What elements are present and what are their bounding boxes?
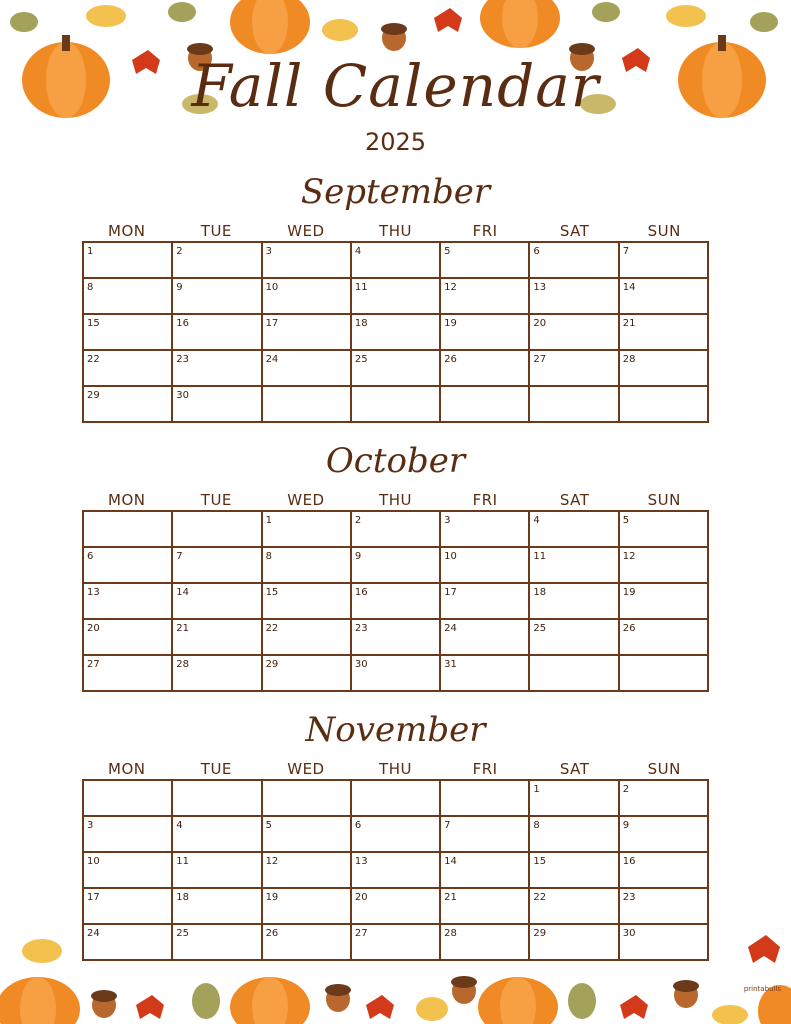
day-cell bbox=[441, 853, 530, 889]
day-number: 11 bbox=[533, 551, 547, 562]
day-cell bbox=[263, 853, 352, 889]
day-number: 29 bbox=[265, 659, 279, 670]
day-cell bbox=[173, 620, 262, 656]
day-number: 19 bbox=[444, 318, 457, 329]
day-cell bbox=[263, 656, 352, 692]
day-number: 13 bbox=[354, 856, 368, 867]
day-cell bbox=[530, 656, 619, 692]
day-number: 10 bbox=[87, 856, 100, 867]
day-cell bbox=[441, 620, 530, 656]
day-number: 23 bbox=[176, 354, 190, 365]
day-number: 26 bbox=[444, 354, 457, 365]
day-cell bbox=[173, 781, 262, 817]
day-cell bbox=[530, 817, 619, 853]
day-number: 10 bbox=[265, 282, 279, 293]
leaf-icon bbox=[86, 5, 126, 27]
day-number: 14 bbox=[622, 282, 636, 293]
weekday-header bbox=[82, 760, 709, 779]
day-number: 4 bbox=[176, 820, 183, 831]
day-number: 18 bbox=[176, 892, 190, 903]
day-number: 15 bbox=[265, 587, 279, 598]
day-number: 19 bbox=[265, 892, 279, 903]
day-number: 12 bbox=[444, 282, 457, 293]
day-cell bbox=[173, 584, 262, 620]
day-number: 3 bbox=[265, 246, 272, 257]
acorn-icon bbox=[325, 984, 351, 1012]
weekday-label: THU bbox=[379, 491, 412, 509]
day-cell bbox=[263, 584, 352, 620]
day-cell bbox=[352, 853, 441, 889]
day-cell bbox=[84, 817, 173, 853]
day-number: 17 bbox=[265, 318, 279, 329]
day-cell bbox=[441, 351, 530, 387]
day-number: 26 bbox=[622, 623, 636, 634]
day-cell bbox=[84, 512, 173, 548]
day-number: 21 bbox=[176, 623, 190, 634]
maple-leaf-icon bbox=[434, 8, 462, 32]
day-number: 8 bbox=[533, 820, 540, 831]
day-number: 24 bbox=[444, 623, 457, 634]
day-number: 6 bbox=[354, 820, 362, 831]
day-cell bbox=[441, 656, 530, 692]
day-number: 20 bbox=[87, 623, 100, 634]
day-cell bbox=[263, 512, 352, 548]
day-cell bbox=[620, 351, 709, 387]
day-cell bbox=[620, 817, 709, 853]
day-number: 5 bbox=[444, 246, 451, 257]
weekday-label: TUE bbox=[200, 760, 232, 778]
maple-leaf-icon bbox=[366, 995, 394, 1019]
day-cell bbox=[620, 656, 709, 692]
acorn-icon bbox=[381, 23, 407, 51]
day-number: 27 bbox=[354, 928, 368, 939]
day-cell bbox=[84, 243, 173, 279]
day-number: 23 bbox=[354, 623, 368, 634]
weekday-label: SUN bbox=[647, 760, 681, 778]
day-number: 27 bbox=[87, 659, 100, 670]
leaf-icon bbox=[568, 983, 596, 1019]
day-cell bbox=[352, 620, 441, 656]
day-cell bbox=[263, 351, 352, 387]
day-cell bbox=[84, 279, 173, 315]
day-cell bbox=[263, 243, 352, 279]
day-number: 12 bbox=[622, 551, 636, 562]
day-number: 15 bbox=[87, 318, 100, 329]
day-number: 7 bbox=[622, 246, 630, 257]
day-cell bbox=[620, 315, 709, 351]
day-cell bbox=[263, 279, 352, 315]
day-cell bbox=[173, 817, 262, 853]
day-number: 4 bbox=[533, 515, 540, 526]
day-number: 25 bbox=[533, 623, 547, 634]
day-cell bbox=[352, 656, 441, 692]
day-cell bbox=[352, 512, 441, 548]
day-cell bbox=[263, 817, 352, 853]
day-cell bbox=[530, 584, 619, 620]
day-number: 31 bbox=[444, 659, 457, 670]
leaf-icon bbox=[22, 939, 62, 963]
weekday-label: SAT bbox=[559, 222, 590, 240]
day-number: 22 bbox=[533, 892, 547, 903]
day-grid bbox=[82, 510, 709, 692]
maple-leaf-icon bbox=[136, 995, 164, 1019]
day-cell bbox=[352, 279, 441, 315]
day-cell bbox=[441, 315, 530, 351]
day-cell bbox=[530, 243, 619, 279]
weekday-label: MON bbox=[108, 760, 146, 778]
day-number: 28 bbox=[176, 659, 190, 670]
day-number: 13 bbox=[533, 282, 547, 293]
day-cell bbox=[352, 889, 441, 925]
weekday-label: WED bbox=[287, 760, 325, 778]
day-cell bbox=[263, 620, 352, 656]
month-title-october: October bbox=[325, 441, 466, 481]
day-cell bbox=[263, 315, 352, 351]
day-cell bbox=[530, 853, 619, 889]
day-number: 24 bbox=[87, 928, 100, 939]
day-cell bbox=[530, 351, 619, 387]
day-cell bbox=[173, 243, 262, 279]
weekday-label: TUE bbox=[200, 222, 232, 240]
day-number: 14 bbox=[444, 856, 457, 867]
day-cell bbox=[530, 279, 619, 315]
weekday-label: WED bbox=[287, 222, 325, 240]
weekday-label: SUN bbox=[647, 222, 681, 240]
day-number: 1 bbox=[265, 515, 272, 526]
weekday-label: WED bbox=[287, 491, 325, 509]
pumpkin-icon bbox=[230, 977, 310, 1024]
day-number: 16 bbox=[622, 856, 636, 867]
day-cell bbox=[84, 315, 173, 351]
day-cell bbox=[173, 853, 262, 889]
day-cell bbox=[352, 243, 441, 279]
brand-logo: printabulls bbox=[743, 985, 781, 993]
day-number: 12 bbox=[265, 856, 279, 867]
leaf-icon bbox=[712, 1005, 748, 1024]
pumpkin-icon bbox=[230, 0, 310, 54]
day-number: 16 bbox=[354, 587, 368, 598]
acorn-icon bbox=[451, 976, 477, 1004]
day-number: 26 bbox=[265, 928, 279, 939]
maple-leaf-icon bbox=[748, 935, 780, 963]
pumpkin-icon bbox=[0, 977, 80, 1024]
day-cell bbox=[530, 548, 619, 584]
day-cell bbox=[441, 817, 530, 853]
day-cell bbox=[352, 817, 441, 853]
day-cell bbox=[530, 315, 619, 351]
day-number: 28 bbox=[622, 354, 636, 365]
day-number: 5 bbox=[265, 820, 272, 831]
day-cell bbox=[84, 853, 173, 889]
day-number: 29 bbox=[87, 390, 100, 401]
day-cell bbox=[352, 315, 441, 351]
day-number: 17 bbox=[444, 587, 457, 598]
day-cell bbox=[84, 387, 173, 423]
leaf-icon bbox=[192, 983, 220, 1019]
day-cell bbox=[530, 512, 619, 548]
day-number: 5 bbox=[622, 515, 630, 526]
day-number: 1 bbox=[87, 246, 94, 257]
maple-leaf-icon bbox=[620, 995, 648, 1019]
day-cell bbox=[530, 387, 619, 423]
day-number: 25 bbox=[176, 928, 190, 939]
day-number: 9 bbox=[354, 551, 362, 562]
day-number: 27 bbox=[533, 354, 547, 365]
year-label: 2025 bbox=[364, 128, 427, 156]
day-cell bbox=[263, 548, 352, 584]
weekday-label: THU bbox=[379, 760, 412, 778]
pumpkin-icon bbox=[480, 0, 560, 48]
acorn-icon bbox=[91, 990, 117, 1018]
leaf-icon bbox=[10, 12, 38, 32]
day-cell bbox=[441, 243, 530, 279]
day-number: 2 bbox=[176, 246, 183, 257]
weekday-label: TUE bbox=[200, 491, 232, 509]
day-cell bbox=[620, 620, 709, 656]
day-number: 19 bbox=[622, 587, 636, 598]
day-cell bbox=[173, 315, 262, 351]
day-number: 13 bbox=[87, 587, 100, 598]
day-cell bbox=[620, 512, 709, 548]
day-number: 21 bbox=[622, 318, 636, 329]
day-number: 6 bbox=[87, 551, 94, 562]
day-number: 22 bbox=[265, 623, 279, 634]
day-cell bbox=[620, 279, 709, 315]
day-number: 22 bbox=[87, 354, 100, 365]
day-cell bbox=[173, 656, 262, 692]
day-cell bbox=[84, 889, 173, 925]
day-cell bbox=[441, 279, 530, 315]
day-cell bbox=[263, 387, 352, 423]
day-cell bbox=[84, 548, 173, 584]
day-number: 30 bbox=[622, 928, 636, 939]
weekday-label: FRI bbox=[472, 760, 498, 778]
day-number: 3 bbox=[444, 515, 451, 526]
weekday-label: MON bbox=[108, 222, 146, 240]
leaf-icon bbox=[592, 2, 620, 22]
day-number: 9 bbox=[622, 820, 630, 831]
leaf-icon bbox=[750, 12, 778, 32]
leaf-icon bbox=[168, 2, 196, 22]
day-cell bbox=[441, 781, 530, 817]
page-title: Fall Calendar bbox=[191, 52, 600, 120]
day-cell bbox=[173, 548, 262, 584]
day-cell bbox=[620, 889, 709, 925]
day-cell bbox=[441, 387, 530, 423]
day-cell bbox=[441, 512, 530, 548]
day-cell bbox=[173, 351, 262, 387]
day-cell bbox=[620, 548, 709, 584]
weekday-label: MON bbox=[108, 491, 146, 509]
day-number: 16 bbox=[176, 318, 190, 329]
day-number: 17 bbox=[87, 892, 100, 903]
weekday-label: SUN bbox=[647, 491, 681, 509]
day-cell bbox=[620, 853, 709, 889]
day-number: 15 bbox=[533, 856, 547, 867]
day-cell bbox=[173, 279, 262, 315]
day-cell bbox=[620, 781, 709, 817]
day-cell bbox=[352, 387, 441, 423]
day-number: 18 bbox=[354, 318, 368, 329]
day-number: 9 bbox=[176, 282, 183, 293]
day-number: 6 bbox=[533, 246, 540, 257]
pumpkin-icon bbox=[478, 977, 558, 1024]
weekday-label: SAT bbox=[559, 760, 590, 778]
day-cell bbox=[352, 548, 441, 584]
day-number: 4 bbox=[354, 246, 362, 257]
weekday-header bbox=[82, 491, 709, 510]
weekday-label: SAT bbox=[559, 491, 590, 509]
acorn-icon bbox=[673, 980, 699, 1008]
day-number: 21 bbox=[444, 892, 457, 903]
day-grid bbox=[82, 241, 709, 423]
day-number: 2 bbox=[354, 515, 362, 526]
day-cell bbox=[441, 889, 530, 925]
day-number: 11 bbox=[354, 282, 368, 293]
weekday-label: THU bbox=[379, 222, 412, 240]
day-number: 28 bbox=[444, 928, 457, 939]
day-number: 29 bbox=[533, 928, 547, 939]
day-number: 7 bbox=[176, 551, 183, 562]
day-cell bbox=[620, 584, 709, 620]
month-title-november: November bbox=[305, 710, 486, 750]
day-cell bbox=[84, 584, 173, 620]
day-cell bbox=[84, 656, 173, 692]
day-cell bbox=[84, 620, 173, 656]
day-number: 11 bbox=[176, 856, 190, 867]
weekday-header bbox=[82, 222, 709, 241]
day-cell bbox=[530, 620, 619, 656]
day-cell bbox=[263, 781, 352, 817]
day-cell bbox=[173, 512, 262, 548]
day-number: 20 bbox=[354, 892, 368, 903]
day-number: 25 bbox=[354, 354, 368, 365]
day-number: 8 bbox=[87, 282, 94, 293]
weekday-label: FRI bbox=[472, 491, 498, 509]
day-cell bbox=[352, 584, 441, 620]
day-cell bbox=[352, 351, 441, 387]
leaf-icon bbox=[322, 19, 358, 41]
calendar-september bbox=[82, 222, 709, 423]
day-cell bbox=[263, 889, 352, 925]
day-number: 1 bbox=[533, 784, 540, 795]
month-title-september: September bbox=[300, 172, 491, 212]
leaf-icon bbox=[666, 5, 706, 27]
calendar-october bbox=[82, 491, 709, 692]
day-cell bbox=[620, 387, 709, 423]
day-cell bbox=[441, 584, 530, 620]
day-cell bbox=[173, 387, 262, 423]
day-cell bbox=[620, 243, 709, 279]
day-cell bbox=[173, 889, 262, 925]
day-number: 24 bbox=[265, 354, 279, 365]
day-cell bbox=[352, 781, 441, 817]
day-cell bbox=[84, 351, 173, 387]
day-cell bbox=[530, 889, 619, 925]
day-number: 8 bbox=[265, 551, 272, 562]
day-number: 10 bbox=[444, 551, 457, 562]
decorative-border-bottom bbox=[0, 929, 791, 1024]
day-cell bbox=[84, 781, 173, 817]
day-cell bbox=[441, 548, 530, 584]
day-number: 30 bbox=[354, 659, 368, 670]
day-number: 14 bbox=[176, 587, 190, 598]
day-cell bbox=[530, 781, 619, 817]
day-number: 18 bbox=[533, 587, 547, 598]
day-number: 23 bbox=[622, 892, 636, 903]
day-number: 3 bbox=[87, 820, 94, 831]
weekday-label: FRI bbox=[472, 222, 498, 240]
day-number: 7 bbox=[444, 820, 451, 831]
leaf-icon bbox=[416, 997, 448, 1021]
day-number: 30 bbox=[176, 390, 190, 401]
day-number: 20 bbox=[533, 318, 547, 329]
day-number: 2 bbox=[622, 784, 630, 795]
